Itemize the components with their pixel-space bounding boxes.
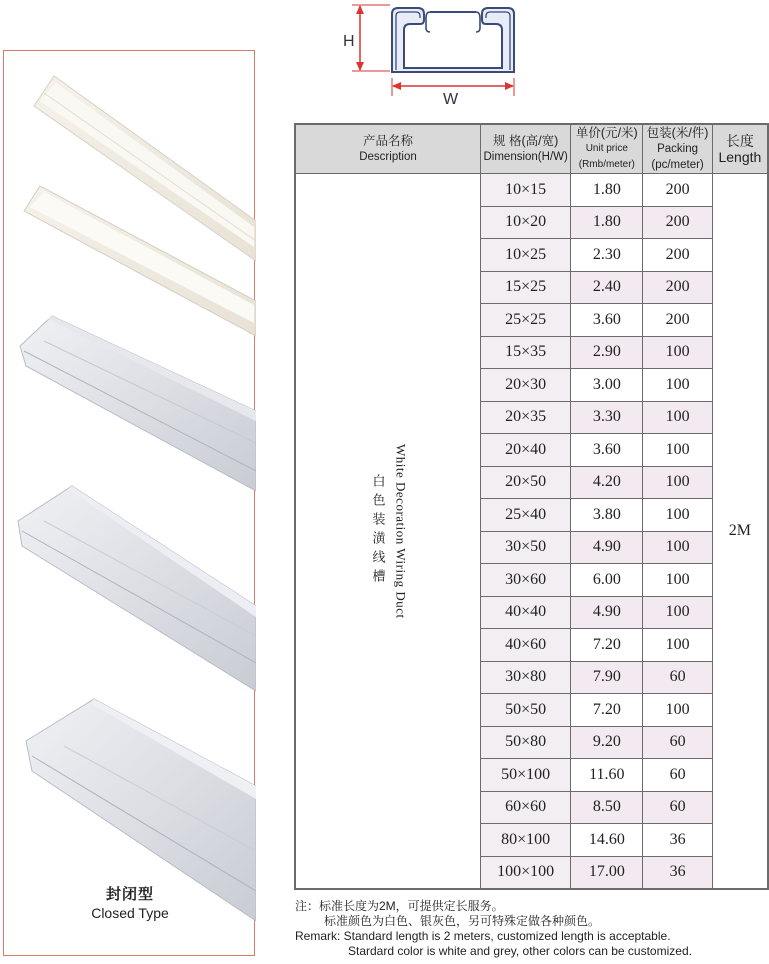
packing-cell: 100 <box>643 531 712 564</box>
header-packing: 包装(米/件) Packing (pc/meter) <box>643 124 712 174</box>
product-image-panel <box>3 50 255 956</box>
header-dimension: 规 格(高/宽) Dimension(H/W) <box>481 124 571 174</box>
dimension-cell: 20×35 <box>481 401 571 434</box>
unit-price-cell: 7.20 <box>571 694 643 727</box>
packing-cell: 60 <box>643 791 712 824</box>
unit-price-cell: 7.90 <box>571 661 643 694</box>
unit-price-cell: 11.60 <box>571 759 643 792</box>
dimension-cell: 50×80 <box>481 726 571 759</box>
packing-cell: 200 <box>643 174 712 207</box>
dimension-cell: 40×40 <box>481 596 571 629</box>
unit-price-cell: 3.60 <box>571 304 643 337</box>
packing-cell: 200 <box>643 304 712 337</box>
packing-cell: 100 <box>643 629 712 662</box>
dimension-cell: 15×35 <box>481 336 571 369</box>
price-spec-table <box>294 123 769 890</box>
dimension-cell: 20×40 <box>481 434 571 467</box>
packing-cell: 100 <box>643 336 712 369</box>
dimension-cell: 10×25 <box>481 239 571 272</box>
packing-cell: 60 <box>643 726 712 759</box>
packing-cell: 100 <box>643 564 712 597</box>
dimension-cell: 15×25 <box>481 271 571 304</box>
dimension-cell: 50×50 <box>481 694 571 727</box>
cross-section-diagram <box>330 0 550 115</box>
unit-price-cell: 14.60 <box>571 824 643 857</box>
dimension-cell: 80×100 <box>481 824 571 857</box>
unit-price-cell: 8.50 <box>571 791 643 824</box>
product-type-en: Closed Type <box>91 905 169 921</box>
header-description: 产品名称 Description <box>295 124 481 174</box>
dimension-cell: 60×60 <box>481 791 571 824</box>
unit-price-cell: 17.00 <box>571 856 643 889</box>
remark-cn-line-2: 标准颜色为白色、银灰色，另可特殊定做各种颜色。 <box>324 914 601 928</box>
packing-cell: 200 <box>643 239 712 272</box>
table-header-row <box>295 124 768 174</box>
unit-price-cell: 3.60 <box>571 434 643 467</box>
packing-cell: 60 <box>643 661 712 694</box>
remark-en-line-1: Remark: Standard length is 2 meters, customized length is acceptable. <box>295 929 671 943</box>
unit-price-cell: 3.80 <box>571 499 643 532</box>
unit-price-cell: 7.20 <box>571 629 643 662</box>
product-type-cn: 封闭型 <box>105 886 154 903</box>
product-description-cell <box>295 174 481 890</box>
unit-price-cell: 4.20 <box>571 466 643 499</box>
dimension-cell: 10×15 <box>481 174 571 207</box>
packing-cell: 200 <box>643 271 712 304</box>
packing-cell: 100 <box>643 369 712 402</box>
wiring-duct-illustrations <box>4 51 256 957</box>
unit-price-cell: 1.80 <box>571 206 643 239</box>
dimension-cell: 100×100 <box>481 856 571 889</box>
packing-cell: 100 <box>643 466 712 499</box>
dimension-cell: 20×30 <box>481 369 571 402</box>
unit-price-cell: 2.40 <box>571 271 643 304</box>
description-cn: 白色装潢线槽 <box>369 474 385 588</box>
dimension-cell: 50×100 <box>481 759 571 792</box>
length-cell: 2M <box>712 174 768 890</box>
packing-cell: 100 <box>643 401 712 434</box>
unit-price-cell: 3.00 <box>571 369 643 402</box>
dimension-cell: 10×20 <box>481 206 571 239</box>
dimension-cell: 40×60 <box>481 629 571 662</box>
packing-cell: 36 <box>643 824 712 857</box>
header-unit-price: 单价(元/米) Unit price (Rmb/meter) <box>571 124 643 174</box>
duct-image-4 <box>18 486 256 691</box>
duct-image-3 <box>20 316 256 491</box>
packing-cell: 100 <box>643 596 712 629</box>
dimension-cell: 25×40 <box>481 499 571 532</box>
packing-cell: 100 <box>643 499 712 532</box>
unit-price-cell: 2.90 <box>571 336 643 369</box>
unit-price-cell: 2.30 <box>571 239 643 272</box>
packing-cell: 200 <box>643 206 712 239</box>
remarks <box>295 899 692 959</box>
height-label: H <box>343 33 355 50</box>
packing-cell: 100 <box>643 694 712 727</box>
packing-cell: 36 <box>643 856 712 889</box>
packing-cell: 100 <box>643 434 712 467</box>
description-en: White Decoration Wiring Duct <box>393 443 409 619</box>
dimension-cell: 30×50 <box>481 531 571 564</box>
unit-price-cell: 1.80 <box>571 174 643 207</box>
unit-price-cell: 4.90 <box>571 531 643 564</box>
width-label: W <box>443 91 459 108</box>
packing-cell: 60 <box>643 759 712 792</box>
remark-cn-line-1: 注：标准长度为2M，可提供定长服务。 <box>295 899 504 913</box>
dimension-cell: 25×25 <box>481 304 571 337</box>
dimension-cell: 30×60 <box>481 564 571 597</box>
remark-en-line-2: Stardard color is white and grey, other colors can be customized. <box>348 944 692 958</box>
table-row <box>295 174 768 207</box>
header-length: 长度 Length <box>712 124 768 174</box>
unit-price-cell: 4.90 <box>571 596 643 629</box>
unit-price-cell: 6.00 <box>571 564 643 597</box>
unit-price-cell: 9.20 <box>571 726 643 759</box>
dimension-cell: 20×50 <box>481 466 571 499</box>
unit-price-cell: 3.30 <box>571 401 643 434</box>
dimension-cell: 30×80 <box>481 661 571 694</box>
